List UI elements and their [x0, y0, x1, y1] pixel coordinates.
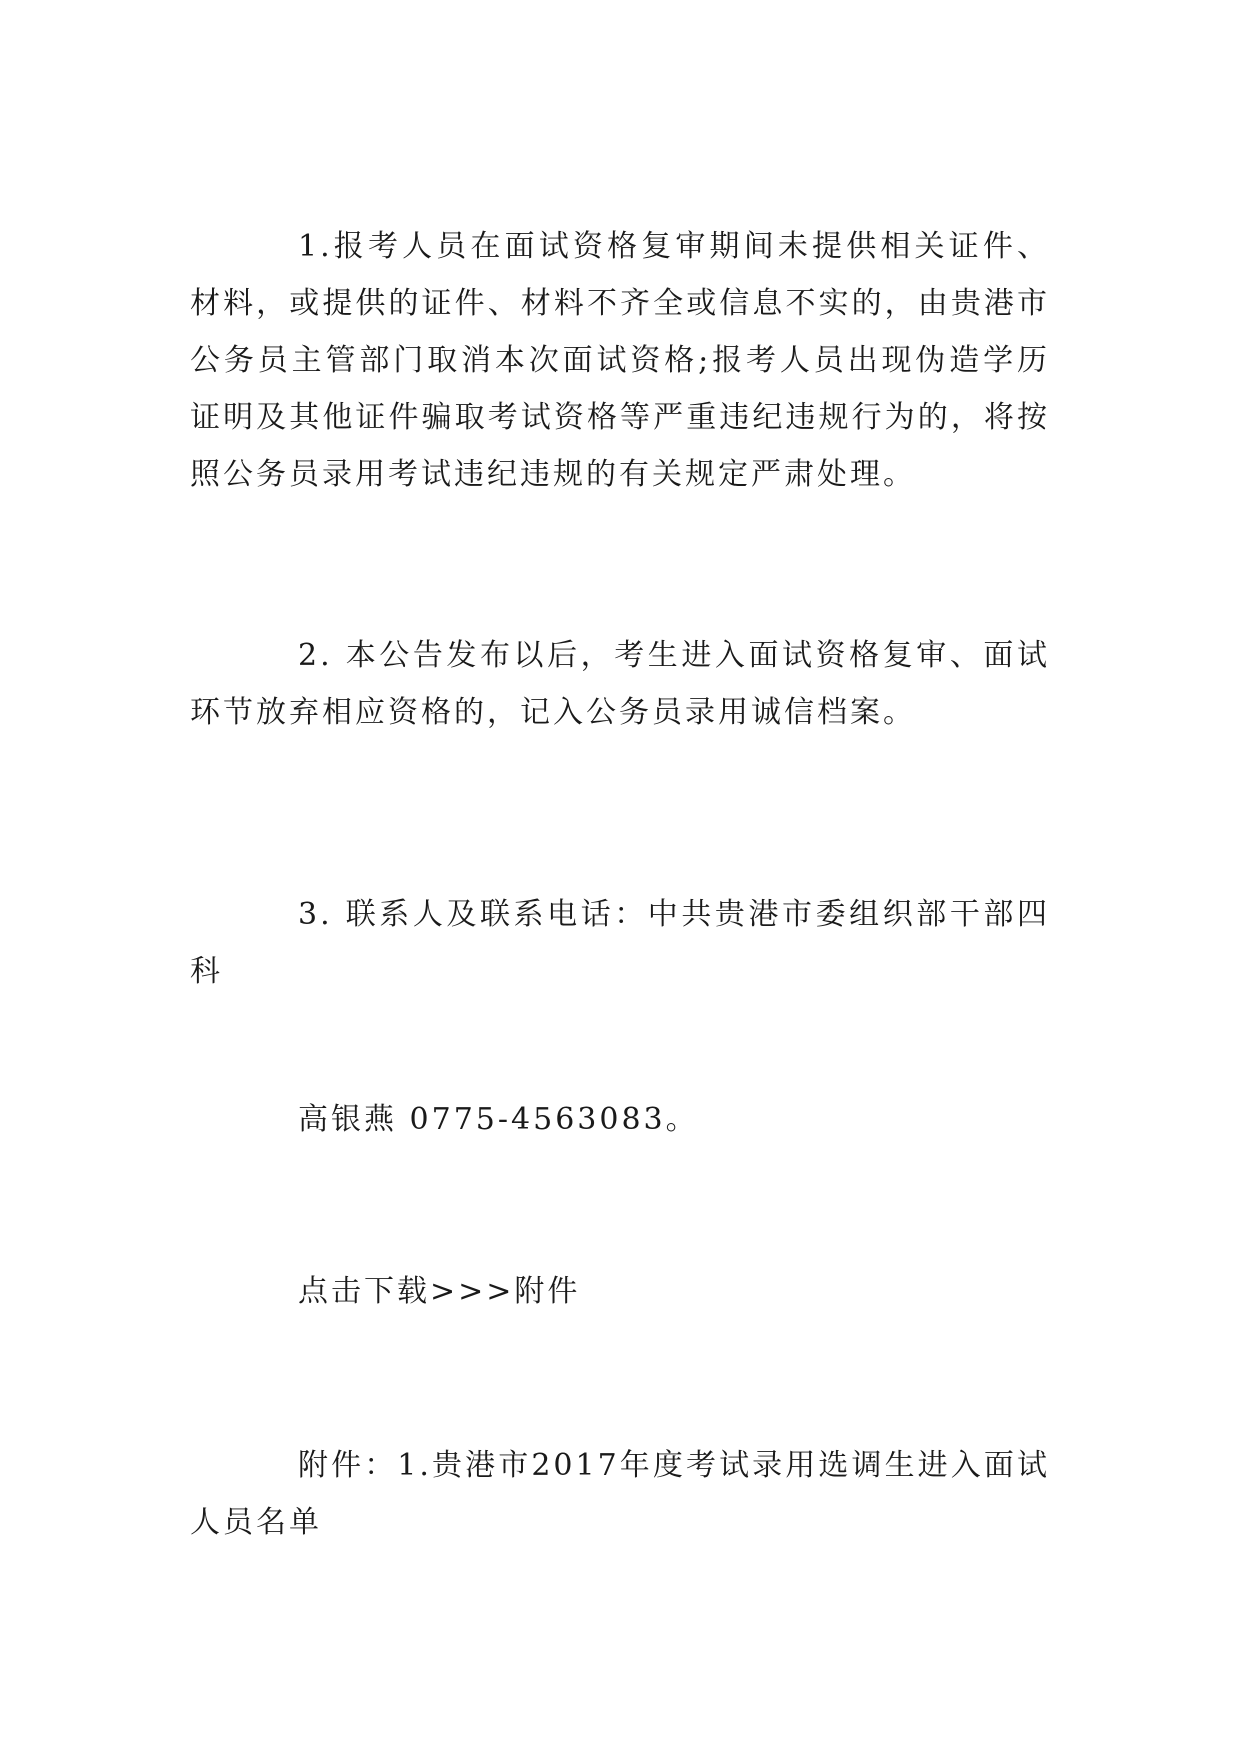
- contact-person-phone: 高银燕 0775-4563083。: [298, 1102, 699, 1137]
- paragraph-item-2: 2. 本公告发布以后，考生进入面试资格复审、面试环节放弃相应资格的，记入公务员录用诚信档案。: [190, 638, 1050, 730]
- download-attachment-link[interactable]: [298, 1263, 580, 1320]
- paragraph-item-3: 3. 联系人及联系电话：中共贵港市委组织部干部四科: [190, 897, 1050, 989]
- attachment-list-item: 附件：1.贵港市2017年度考试录用选调生进入面试人员名单: [190, 1448, 1050, 1540]
- paragraph-item-1: 1.报考人员在面试资格复审期间未提供相关证件、材料，或提供的证件、材料不齐全或信息不实的，由贵港市公务员主管部门取消本次面试资格;报考人员出现伪造学历证明及其他证件骗取考试资格等严重违纪违规行为的，将按照公务员录用考试违纪违规的有关规定严肃处理。: [190, 229, 1050, 492]
- download-attachment-label[interactable]: 点击下载>>>附件: [298, 1274, 581, 1309]
